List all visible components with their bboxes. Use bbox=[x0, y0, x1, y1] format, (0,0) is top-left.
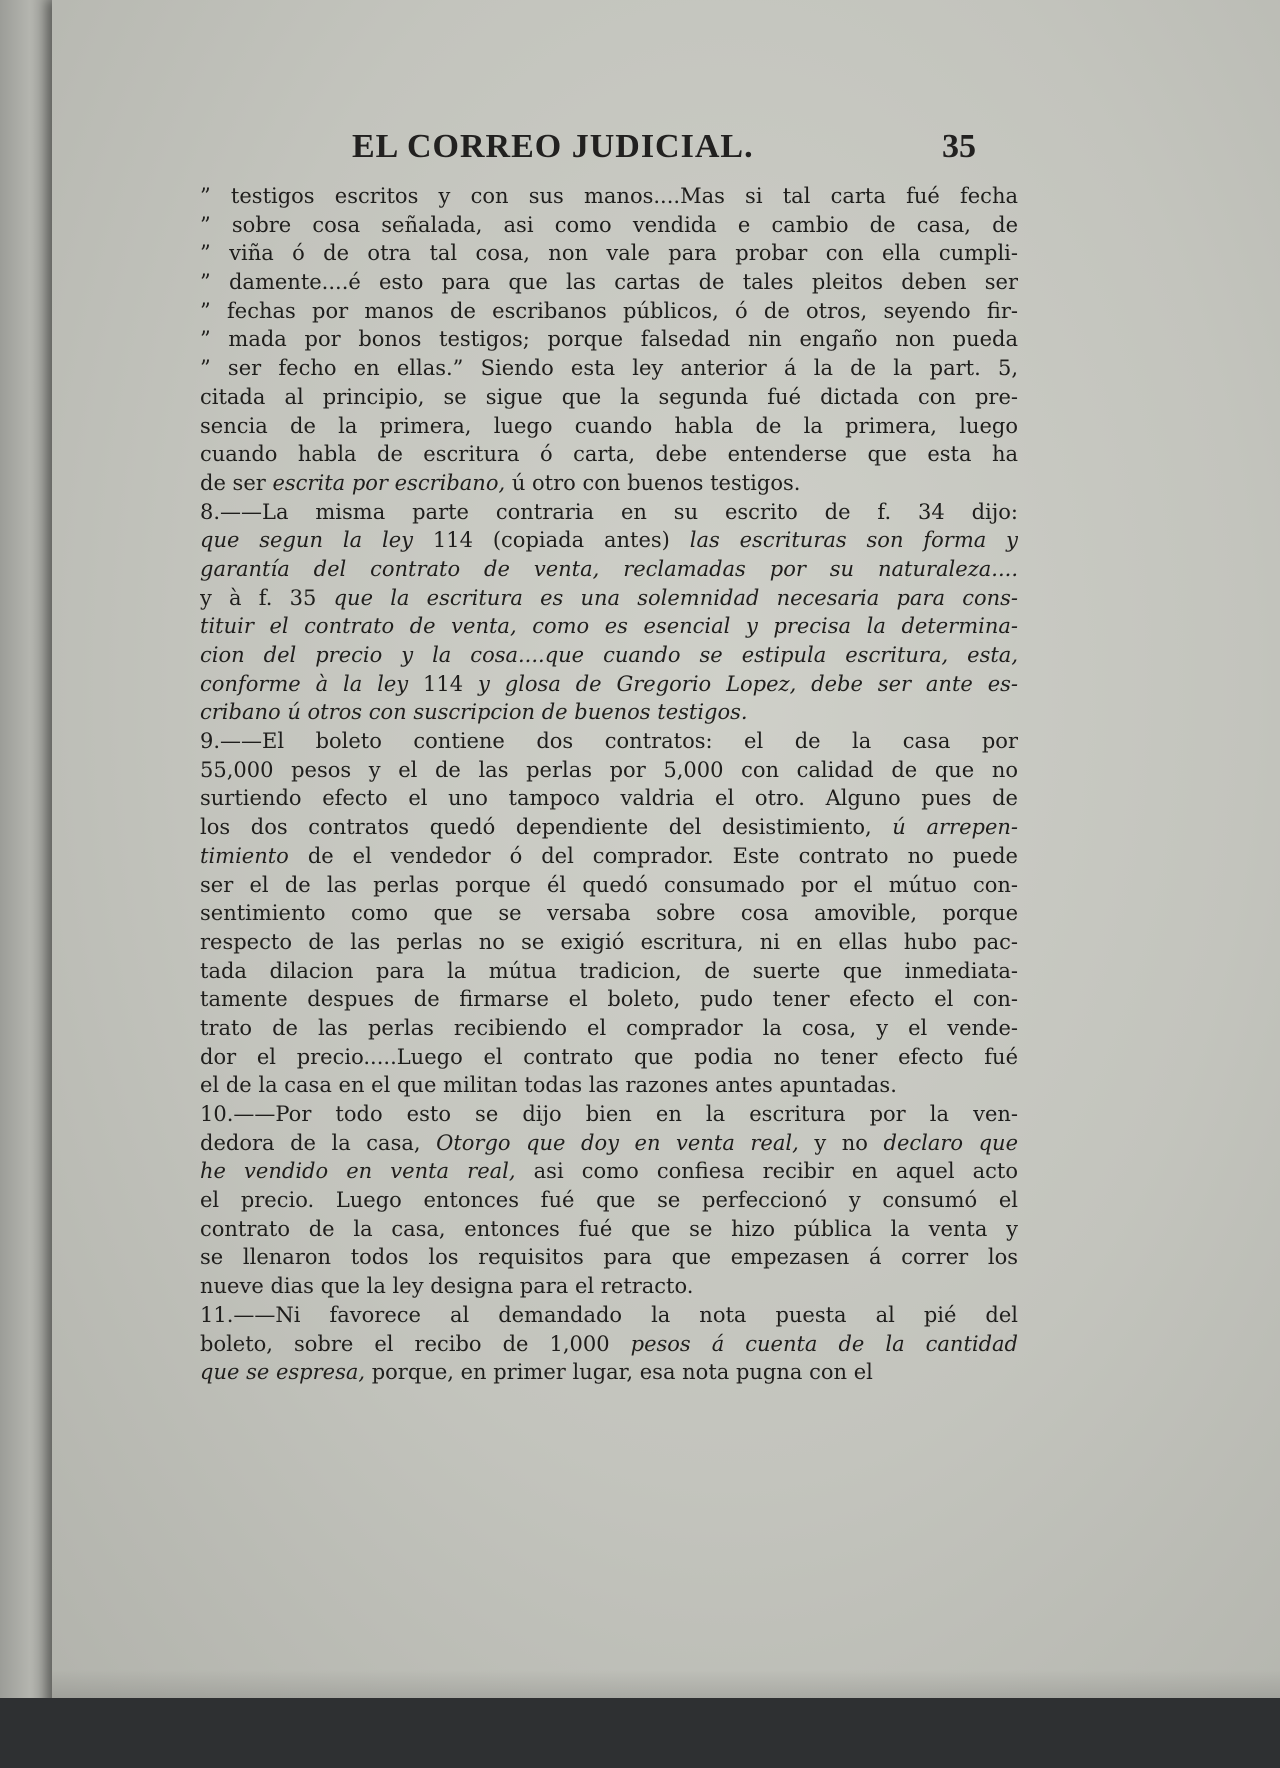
italic-text: escrita por escribano, bbox=[272, 470, 506, 495]
running-title: EL CORREO JUDICIAL. bbox=[352, 128, 754, 165]
text-run: 55,000 pesos y el de las perlas por 5,000 con calidad de que no bbox=[200, 757, 1018, 782]
text-run: ” testigos escritos y con sus manos....Mas si tal carta fué fecha bbox=[200, 184, 1018, 208]
text-run: ” damente....é esto para que las cartas de tales pleitos deben ser bbox=[200, 270, 1018, 295]
paragraph bbox=[200, 182, 1018, 498]
text-run: de ser bbox=[200, 470, 273, 495]
text-line bbox=[200, 211, 1018, 240]
text-run: ú otro con buenos testigos. bbox=[505, 470, 801, 495]
text-run: de el vendedor ó del comprador. Este contrato no puede bbox=[288, 843, 1018, 868]
text-line bbox=[200, 182, 1018, 211]
underlying-page-edge bbox=[0, 0, 60, 1768]
text-line bbox=[200, 1014, 1018, 1043]
text-run: ser el de las perlas porque él quedó consumado por el mútuo con- bbox=[200, 872, 1018, 897]
text-line bbox=[200, 1330, 1018, 1359]
text-line bbox=[200, 498, 1018, 527]
text-run: 11.——Ni favorece al demandado la nota puesta al pié del bbox=[200, 1302, 1018, 1327]
text-run: nueve dias que la ley designa para el retracto. bbox=[200, 1274, 694, 1299]
text-line bbox=[200, 1100, 1018, 1129]
text-line bbox=[200, 612, 1018, 641]
text-line bbox=[200, 555, 1018, 584]
text-line bbox=[200, 1186, 1018, 1215]
text-run: sentimiento como que se versaba sobre cosa amovible, porque bbox=[200, 901, 1018, 926]
text-line bbox=[200, 1071, 1018, 1100]
text-run: asi como confiesa recibir en aquel acto bbox=[515, 1159, 1018, 1184]
text-line bbox=[200, 957, 1018, 986]
page-content bbox=[200, 128, 1018, 1387]
text-run: ” fechas por manos de escribanos públicos, ó de otros, seyendo fir- bbox=[200, 298, 1018, 323]
text-run: 8.——La misma parte contraria en su escrito de f. 34 dijo: bbox=[200, 499, 1018, 524]
text-run: tada dilacion para la mútua tradicion, de suerte que inmediata- bbox=[200, 958, 1018, 983]
text-line bbox=[200, 1243, 1018, 1272]
text-line bbox=[200, 756, 1018, 785]
italic-text: las escrituras son forma y bbox=[689, 528, 1018, 553]
text-run: surtiendo efecto el uno tampoco valdria el otro. Alguno pues de bbox=[200, 786, 1018, 811]
italic-text: pesos á cuenta de la cantidad bbox=[630, 1331, 1018, 1356]
italic-text: conforme à la ley bbox=[200, 671, 409, 696]
text-run: los dos contratos quedó dependiente del desistimiento, bbox=[200, 815, 893, 840]
text-line bbox=[200, 268, 1018, 297]
text-line bbox=[200, 698, 1018, 727]
text-run: el precio. Luego entonces fué que se perfeccionó y consumó el bbox=[200, 1188, 1018, 1213]
text-line bbox=[200, 899, 1018, 928]
text-run: ” sobre cosa señalada, asi como vendida e cambio de casa, de bbox=[200, 212, 1018, 237]
italic-text: y glosa de Gregorio Lopez, debe ser ante es- bbox=[478, 671, 1018, 696]
text-run: 114 (copiada antes) bbox=[413, 528, 690, 553]
italic-text: timiento bbox=[200, 843, 289, 868]
text-line bbox=[200, 412, 1018, 441]
text-line bbox=[200, 383, 1018, 412]
text-line bbox=[200, 1043, 1018, 1072]
text-line bbox=[200, 526, 1018, 555]
text-run: dor el precio.....Luego el contrato que podia no tener efecto fué bbox=[200, 1044, 1018, 1069]
text-run: y no bbox=[798, 1130, 884, 1155]
text-line bbox=[200, 813, 1018, 842]
text-run: el de la casa en el que militan todas las razones antes apuntadas. bbox=[200, 1073, 897, 1098]
text-line bbox=[200, 297, 1018, 326]
text-run: ” mada por bonos testigos; porque falsedad nin engaño non pueda bbox=[200, 327, 1018, 352]
text-line bbox=[200, 928, 1018, 957]
text-run: 10.——Por todo esto se dijo bien en la escritura por la ven- bbox=[200, 1102, 1018, 1126]
text-line bbox=[200, 985, 1018, 1014]
italic-text: que la escritura es una solemnidad necesaria para cons- bbox=[333, 585, 1018, 610]
italic-text: tituir el contrato de venta, como es esencial y precisa la determina- bbox=[200, 614, 1018, 639]
paragraph bbox=[200, 1100, 1018, 1301]
text-run: 9.——El boleto contiene dos contratos: el de la casa por bbox=[200, 729, 1018, 754]
text-line bbox=[200, 469, 1018, 498]
italic-text: cion del precio y la cosa....que cuando se estipula escritura, esta, bbox=[200, 643, 1018, 667]
text-line bbox=[200, 670, 1018, 699]
text-run: 114 bbox=[408, 671, 478, 696]
text-line bbox=[200, 1358, 1018, 1387]
italic-text: Otorgo que doy en venta real, bbox=[436, 1130, 799, 1155]
text-run: tamente despues de firmarse el boleto, pudo tener efecto el con- bbox=[200, 987, 1018, 1012]
text-line bbox=[200, 239, 1018, 268]
text-line bbox=[200, 727, 1018, 756]
paragraph bbox=[200, 498, 1018, 728]
italic-text: declaro que bbox=[883, 1130, 1018, 1155]
text-run: porque, en primer lugar, esa nota pugna con el bbox=[365, 1360, 873, 1385]
italic-text: que segun la ley bbox=[200, 528, 413, 553]
text-run: cuando habla de escritura ó carta, debe entenderse que esta ha bbox=[200, 442, 1018, 467]
text-run: sencia de la primera, luego cuando habla de la primera, luego bbox=[200, 413, 1018, 438]
text-run: dedora de la casa, bbox=[200, 1130, 437, 1155]
text-line bbox=[200, 1272, 1018, 1301]
text-line bbox=[200, 584, 1018, 613]
text-run: contrato de la casa, entonces fué que se hizo pública la venta y bbox=[200, 1216, 1018, 1241]
text-run: trato de las perlas recibiendo el comprador la cosa, y el vende- bbox=[200, 1015, 1018, 1040]
text-line bbox=[200, 1129, 1018, 1158]
text-line bbox=[200, 1301, 1018, 1330]
body-text bbox=[200, 182, 1018, 1387]
page-number: 35 bbox=[942, 128, 976, 165]
text-line bbox=[200, 641, 1018, 670]
italic-text: he vendido en venta real, bbox=[200, 1159, 516, 1184]
italic-text: ú arrepen- bbox=[892, 815, 1018, 840]
paragraph bbox=[200, 727, 1018, 1100]
text-line bbox=[200, 325, 1018, 354]
page-header bbox=[200, 128, 1018, 180]
text-line bbox=[200, 842, 1018, 871]
text-run: ” viña ó de otra tal cosa, non vale para probar con ella cumpli- bbox=[200, 241, 1018, 266]
italic-text: garantía del contrato de venta, reclamadas por su naturaleza.... bbox=[200, 556, 1018, 581]
text-line bbox=[200, 784, 1018, 813]
table-surface bbox=[0, 1698, 1280, 1768]
paragraph bbox=[200, 1301, 1018, 1387]
text-line bbox=[200, 440, 1018, 469]
text-run: y à f. 35 bbox=[200, 585, 334, 610]
text-line bbox=[200, 354, 1018, 383]
text-run: ” ser fecho en ellas.” Siendo esta ley anterior á la de la part. 5, bbox=[200, 356, 1018, 381]
text-run: boleto, sobre el recibo de 1,000 bbox=[200, 1331, 631, 1356]
italic-text: cribano ú otros con suscripcion de buenos testigos. bbox=[200, 700, 748, 725]
text-line bbox=[200, 871, 1018, 900]
text-line bbox=[200, 1215, 1018, 1244]
italic-text: que se espresa, bbox=[200, 1360, 366, 1385]
text-run: respecto de las perlas no se exigió escritura, ni en ellas hubo pac- bbox=[200, 929, 1018, 954]
text-run: se llenaron todos los requisitos para que empezasen á correr los bbox=[200, 1245, 1018, 1270]
text-run: citada al principio, se sigue que la segunda fué dictada con pre- bbox=[200, 384, 1018, 409]
text-line bbox=[200, 1157, 1018, 1186]
